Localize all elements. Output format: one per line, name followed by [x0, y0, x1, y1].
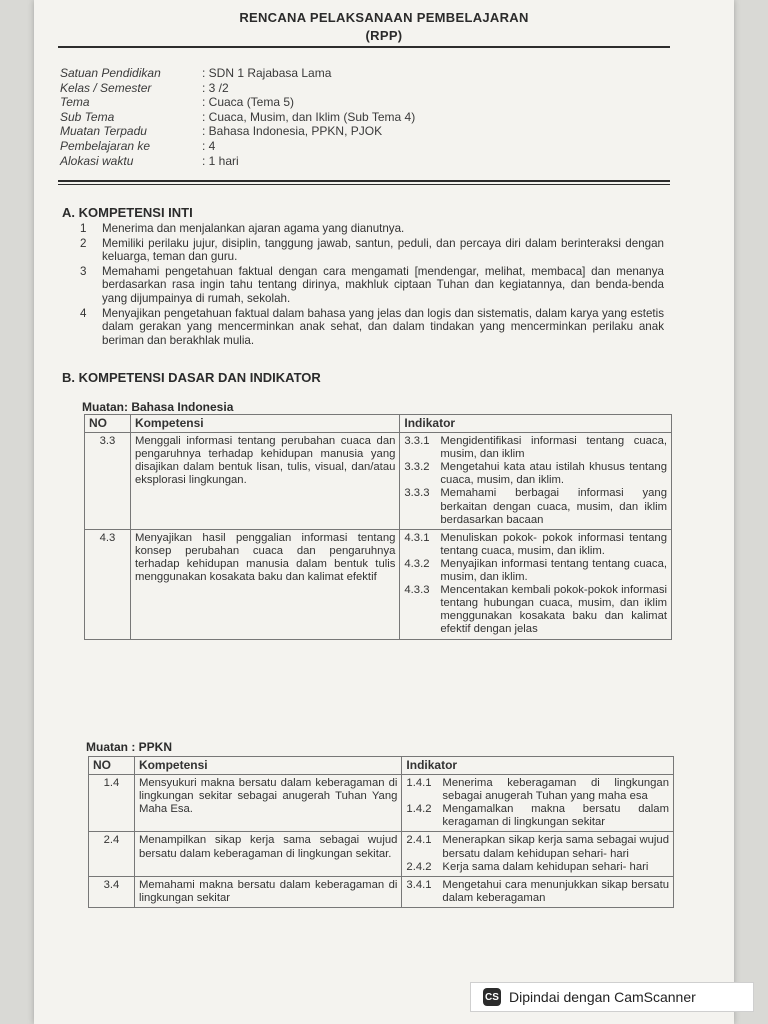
identity-value: : 3 /2 [202, 80, 229, 95]
kompetensi-inti-item [80, 265, 664, 306]
kd-kompetensi: Menggali informasi tentang perubahan cuaca dan pengaruhnya terhadap kehidupan manusia yang disajikan dalam bentuk lisan, tulis, visual, dan/atau eksplorasi lingkungan. [130, 433, 399, 530]
indikator-item [404, 461, 667, 487]
indikator-text: Menyajikan informasi tentang tentang cuaca, musim, dan iklim. [440, 557, 667, 584]
col-header-kompetensi: Kompetensi [130, 415, 399, 433]
kd-indikator-cell [400, 433, 672, 530]
identity-row [60, 95, 415, 110]
item-number: 1 [80, 222, 87, 235]
indikator-number: 4.3.3 [404, 584, 430, 597]
indikator-text: Menuliskan pokok- pokok informasi tentang tentang cuaca, musim, dan iklim. [440, 531, 667, 557]
indikator-text: Memahami berbagai informasi yang berkaitan dengan cuaca, musim, dan iklim berdasarkan bacaan [440, 487, 667, 526]
indikator-item [406, 803, 669, 829]
bahasa-kd-table [84, 414, 672, 640]
indikator-text: Mengamalkan makna bersatu dalam keragaman di lingkungan sekitar [442, 803, 669, 829]
table-row [89, 775, 674, 832]
kd-indikator-cell [402, 876, 674, 907]
document-subtitle: (RPP) [365, 28, 403, 43]
identity-row [60, 139, 415, 154]
kd-indikator-cell [400, 529, 672, 639]
kd-kompetensi: Menyajikan hasil penggalian informasi tentang konsep perubahan cuaca dan pengaruhnya terhadap kehidupan manusia dalam bentuk tulis menggunakan kosakata baku dan kalimat efektif [130, 529, 399, 639]
indikator-item [404, 435, 667, 461]
identity-divider-thin [58, 184, 670, 185]
identity-row [60, 81, 415, 96]
item-text: Menerima dan menjalankan ajaran agama yang dianutnya. [102, 222, 405, 235]
indikator-item [404, 558, 667, 584]
kd-kompetensi: Memahami makna bersatu dalam keberagaman di lingkungan sekitar [134, 876, 401, 907]
col-header-no: NO [89, 757, 135, 775]
table-row [89, 832, 674, 876]
muatan-ppkn-label: Muatan : PPKN [86, 740, 173, 754]
identity-value: : Cuaca (Tema 5) [202, 95, 295, 110]
identity-label: Muatan Terpadu [60, 124, 147, 139]
indikator-number: 2.4.2 [406, 860, 432, 873]
kompetensi-inti-list [80, 222, 664, 348]
ppkn-kd-table [88, 756, 674, 908]
camscanner-icon: CS [483, 988, 501, 1006]
identity-row [60, 66, 415, 81]
kd-kompetensi: Menampilkan sikap kerja sama sebagai wujud bersatu dalam keberagaman di lingkungan sekitar. [134, 832, 401, 876]
kompetensi-inti-item [80, 307, 664, 348]
indikator-text: Mengetahui kata atau istilah khusus tentang cuaca, musim, dan iklim. [440, 461, 667, 487]
indikator-number: 2.4.1 [406, 834, 432, 847]
col-header-no: NO [85, 415, 131, 433]
indikator-number: 1.4.1 [406, 777, 432, 790]
identity-label: Alokasi waktu [60, 153, 134, 168]
kd-indikator-cell [402, 775, 674, 832]
col-header-kompetensi: Kompetensi [134, 757, 401, 775]
table-row [85, 433, 672, 530]
item-number: 4 [80, 306, 87, 320]
item-text: Memahami pengetahuan faktual dengan cara mengamati [mendengar, melihat, membaca] dan menanya berdasarkan rasa ingin tahu tentang dirinya, makhluk ciptaan Tuhan dan kegiatannya, dan benda-benda yang dijumpainya di rumah, sekolah. [102, 264, 664, 305]
indikator-text: Menerapkan sikap kerja sama sebagai wujud bersatu dalam kehidupan sehari- hari [442, 834, 669, 860]
indikator-item [404, 532, 667, 558]
indikator-number: 1.4.2 [406, 803, 432, 816]
identity-label: Pembelajaran ke [60, 138, 151, 153]
indikator-text: Mengetahui cara menunjukkan sikap bersatu dalam keberagaman [442, 878, 669, 904]
indikator-item [404, 487, 667, 526]
camscanner-watermark [470, 982, 754, 1012]
kd-number: 2.4 [89, 832, 135, 876]
indikator-number: 4.3.1 [404, 531, 430, 544]
kd-kompetensi: Mensyukuri makna bersatu dalam keberagaman di lingkungan sekitar sebagai anugerah Tuhan Yang Maha Esa. [134, 775, 401, 832]
identity-value: : 4 [202, 138, 216, 153]
indikator-number: 4.3.2 [404, 557, 430, 570]
identity-label: Satuan Pendidikan [60, 66, 161, 80]
kd-number: 1.4 [89, 775, 135, 832]
item-text: Memiliki perilaku jujur, disiplin, tanggung jawab, santun, peduli, dan percaya diri dalam berinteraksi dengan keluarga, teman dan guru. [102, 236, 664, 264]
identity-label: Kelas / Semester [60, 80, 152, 95]
kompetensi-inti-item [80, 222, 664, 236]
kompetensi-inti-item [80, 237, 664, 264]
identity-label: Tema [60, 95, 90, 110]
kd-indikator-cell [402, 832, 674, 876]
identity-row [60, 154, 415, 169]
table-row [85, 529, 672, 639]
section-b-heading: B. KOMPETENSI DASAR DAN INDIKATOR [62, 370, 321, 385]
identity-block [60, 66, 415, 168]
indikator-item [406, 834, 669, 860]
indikator-text: Mencentakan kembali pokok-pokok informasi tentang hubungan cuaca, musim, dan iklim menggunakan kosakata baku dan kalimat efektif dengan jelas [440, 584, 667, 636]
item-number: 2 [80, 236, 87, 250]
indikator-number: 3.3.1 [404, 435, 430, 448]
identity-row [60, 124, 415, 139]
indikator-item [406, 777, 669, 803]
identity-value: : SDN 1 Rajabasa Lama [202, 66, 332, 80]
identity-label: Sub Tema [60, 109, 115, 124]
section-a-heading: A. KOMPETENSI INTI [62, 205, 193, 220]
identity-value: : Bahasa Indonesia, PPKN, PJOK [202, 124, 383, 139]
item-text: Menyajikan pengetahuan faktual dalam bahasa yang jelas dan logis dan sistematis, dalam karya yang estetis dalam gerakan yang mencerminkan anak sehat, dan dalam tindakan yang mencerminkan perilaku anak beriman dan berakhlak mulia. [102, 306, 664, 347]
table-row [89, 876, 674, 907]
identity-value: : 1 hari [202, 153, 239, 168]
indikator-item [404, 584, 667, 636]
col-header-indikator: Indikator [402, 757, 674, 775]
title-divider [58, 46, 670, 48]
indikator-text: Menerima keberagaman di lingkungan sebagai anugerah Tuhan yang maha esa [442, 777, 669, 803]
indikator-text: Mengidentifikasi informasi tentang cuaca, musim, dan iklim [440, 435, 667, 461]
watermark-text: Dipindai dengan CamScanner [509, 989, 696, 1005]
col-header-indikator: Indikator [400, 415, 672, 433]
identity-value: : Cuaca, Musim, dan Iklim (Sub Tema 4) [202, 109, 416, 124]
indikator-item [406, 879, 669, 905]
muatan-bahasa-label: Muatan: Bahasa Indonesia [82, 400, 234, 414]
indikator-number: 3.3.2 [404, 461, 430, 474]
indikator-item [406, 861, 669, 874]
indikator-number: 3.3.3 [404, 487, 430, 500]
item-number: 3 [80, 264, 87, 278]
document-title: RENCANA PELAKSANAAN PEMBELAJARAN [239, 10, 529, 25]
kd-number: 3.4 [89, 876, 135, 907]
indikator-number: 3.4.1 [406, 878, 432, 891]
kd-number: 4.3 [85, 529, 131, 639]
indikator-text: Kerja sama dalam kehidupan sehari- hari [442, 860, 649, 873]
kd-number: 3.3 [85, 433, 131, 530]
identity-row [60, 110, 415, 125]
identity-divider [58, 180, 670, 182]
